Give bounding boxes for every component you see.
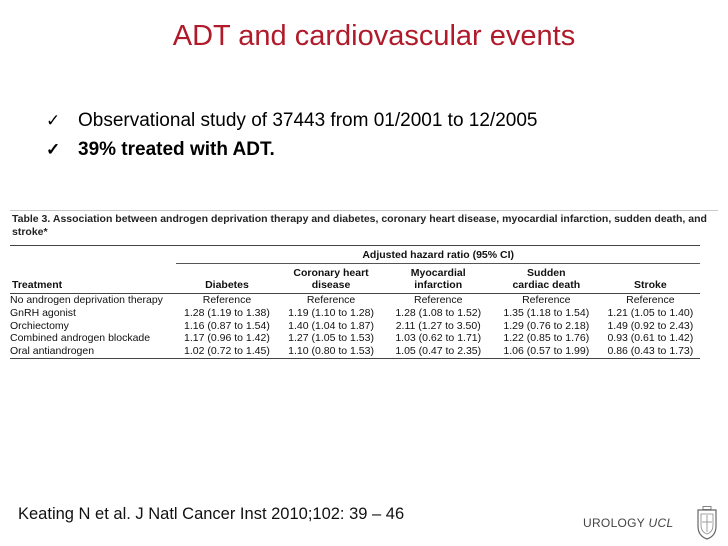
- bullet-text: Observational study of 37443 from 01/2001 to 12/2005: [78, 110, 538, 131]
- hazard-ratio-cell: 1.17 (0.96 to 1.42): [184, 332, 270, 345]
- slide-title: [0, 20, 728, 53]
- table-figure: [10, 210, 718, 359]
- column-header: Diabetes: [176, 264, 277, 294]
- table-row: [10, 307, 700, 320]
- hazard-ratio-cell: 1.06 (0.57 to 1.99): [492, 345, 601, 358]
- column-header: Myocardial infarction: [385, 264, 492, 294]
- bullet-item: [46, 135, 537, 164]
- column-header: Coronary heart disease: [278, 264, 385, 294]
- column-header: Sudden cardiac death: [492, 264, 601, 294]
- hazard-ratio-cell: Reference: [306, 294, 356, 306]
- hazard-ratio-cell: 0.86 (0.43 to 1.73): [601, 345, 700, 358]
- hazard-ratio-cell: 1.49 (0.92 to 2.43): [607, 319, 694, 332]
- table-row: [10, 294, 700, 307]
- hazard-ratio-cell: Reference: [202, 294, 252, 306]
- hazard-ratio-table: [10, 245, 700, 359]
- hazard-ratio-cell: 1.19 (1.10 to 1.28): [288, 306, 374, 319]
- table-body: [10, 294, 700, 359]
- hazard-ratio-cell: 1.29 (0.76 to 2.18): [503, 319, 590, 332]
- column-header: Stroke: [601, 264, 700, 294]
- bullet-item: [46, 106, 537, 135]
- hazard-ratio-cell: 2.11 (1.27 to 3.50): [395, 319, 481, 332]
- bullet-list: [46, 106, 537, 164]
- hazard-ratio-cell: 1.28 (1.08 to 1.52): [395, 306, 482, 319]
- hazard-ratio-cell: 1.05 (0.47 to 2.35): [385, 345, 492, 358]
- hazard-ratio-cell: 1.22 (0.85 to 1.76): [503, 332, 590, 345]
- check-icon: ✓: [46, 111, 61, 130]
- hazard-ratio-cell: 1.10 (0.80 to 1.53): [278, 345, 385, 358]
- table-row: [10, 345, 700, 358]
- table-caption: [10, 213, 718, 239]
- treatment-cell: GnRH agonist: [10, 306, 76, 319]
- table-row: [10, 320, 700, 333]
- hazard-ratio-cell: 1.21 (1.05 to 1.40): [607, 306, 694, 319]
- hazard-ratio-cell: 1.35 (1.18 to 1.54): [503, 306, 590, 319]
- treatment-cell: Orchiectomy: [10, 319, 69, 332]
- hazard-ratio-cell: 1.16 (0.87 to 1.54): [184, 319, 270, 332]
- treatment-cell: Combined androgen blockade: [10, 332, 151, 345]
- hazard-ratio-cell: Reference: [626, 294, 675, 306]
- hazard-ratio-cell: 0.93 (0.61 to 1.42): [607, 332, 694, 345]
- hazard-ratio-cell: 1.27 (1.05 to 1.53): [288, 332, 374, 345]
- brand-prefix: UROLOGY: [583, 516, 645, 530]
- table-row: [10, 332, 700, 345]
- table-header-group-row: [10, 246, 700, 264]
- column-header: Treatment: [10, 264, 176, 294]
- table-caption-label: Table 3.: [12, 213, 51, 225]
- hazard-ratio-cell: 1.02 (0.72 to 1.45): [176, 345, 277, 358]
- brand-label: [583, 516, 673, 530]
- bullet-text: 39% treated with ADT.: [78, 139, 275, 160]
- citation: Keating N et al. J Natl Cancer Inst 2010;102: 39 – 46: [18, 505, 405, 523]
- treatment-cell: No androgen deprivation therapy: [10, 294, 163, 306]
- hazard-ratio-cell: Reference: [414, 294, 463, 306]
- table-caption-text: Association between androgen deprivation therapy and diabetes, coronary heart disease, myocardial infarction, sudden death, and stroke*: [12, 213, 707, 238]
- group-header: Adjusted hazard ratio (95% CI): [176, 246, 700, 264]
- hazard-ratio-cell: Reference: [522, 294, 571, 306]
- university-crest-icon: [696, 506, 718, 545]
- check-icon: ✓: [46, 140, 61, 159]
- treatment-cell: Oral antiandrogen: [10, 345, 176, 358]
- hazard-ratio-cell: 1.03 (0.62 to 1.71): [395, 332, 482, 345]
- hazard-ratio-cell: 1.40 (1.04 to 1.87): [288, 319, 374, 332]
- slide-title-text: ADT and cardiovascular events: [172, 20, 576, 52]
- brand-suffix: UCL: [648, 516, 674, 530]
- table-header-row: [10, 264, 700, 294]
- hazard-ratio-cell: 1.28 (1.19 to 1.38): [184, 306, 270, 319]
